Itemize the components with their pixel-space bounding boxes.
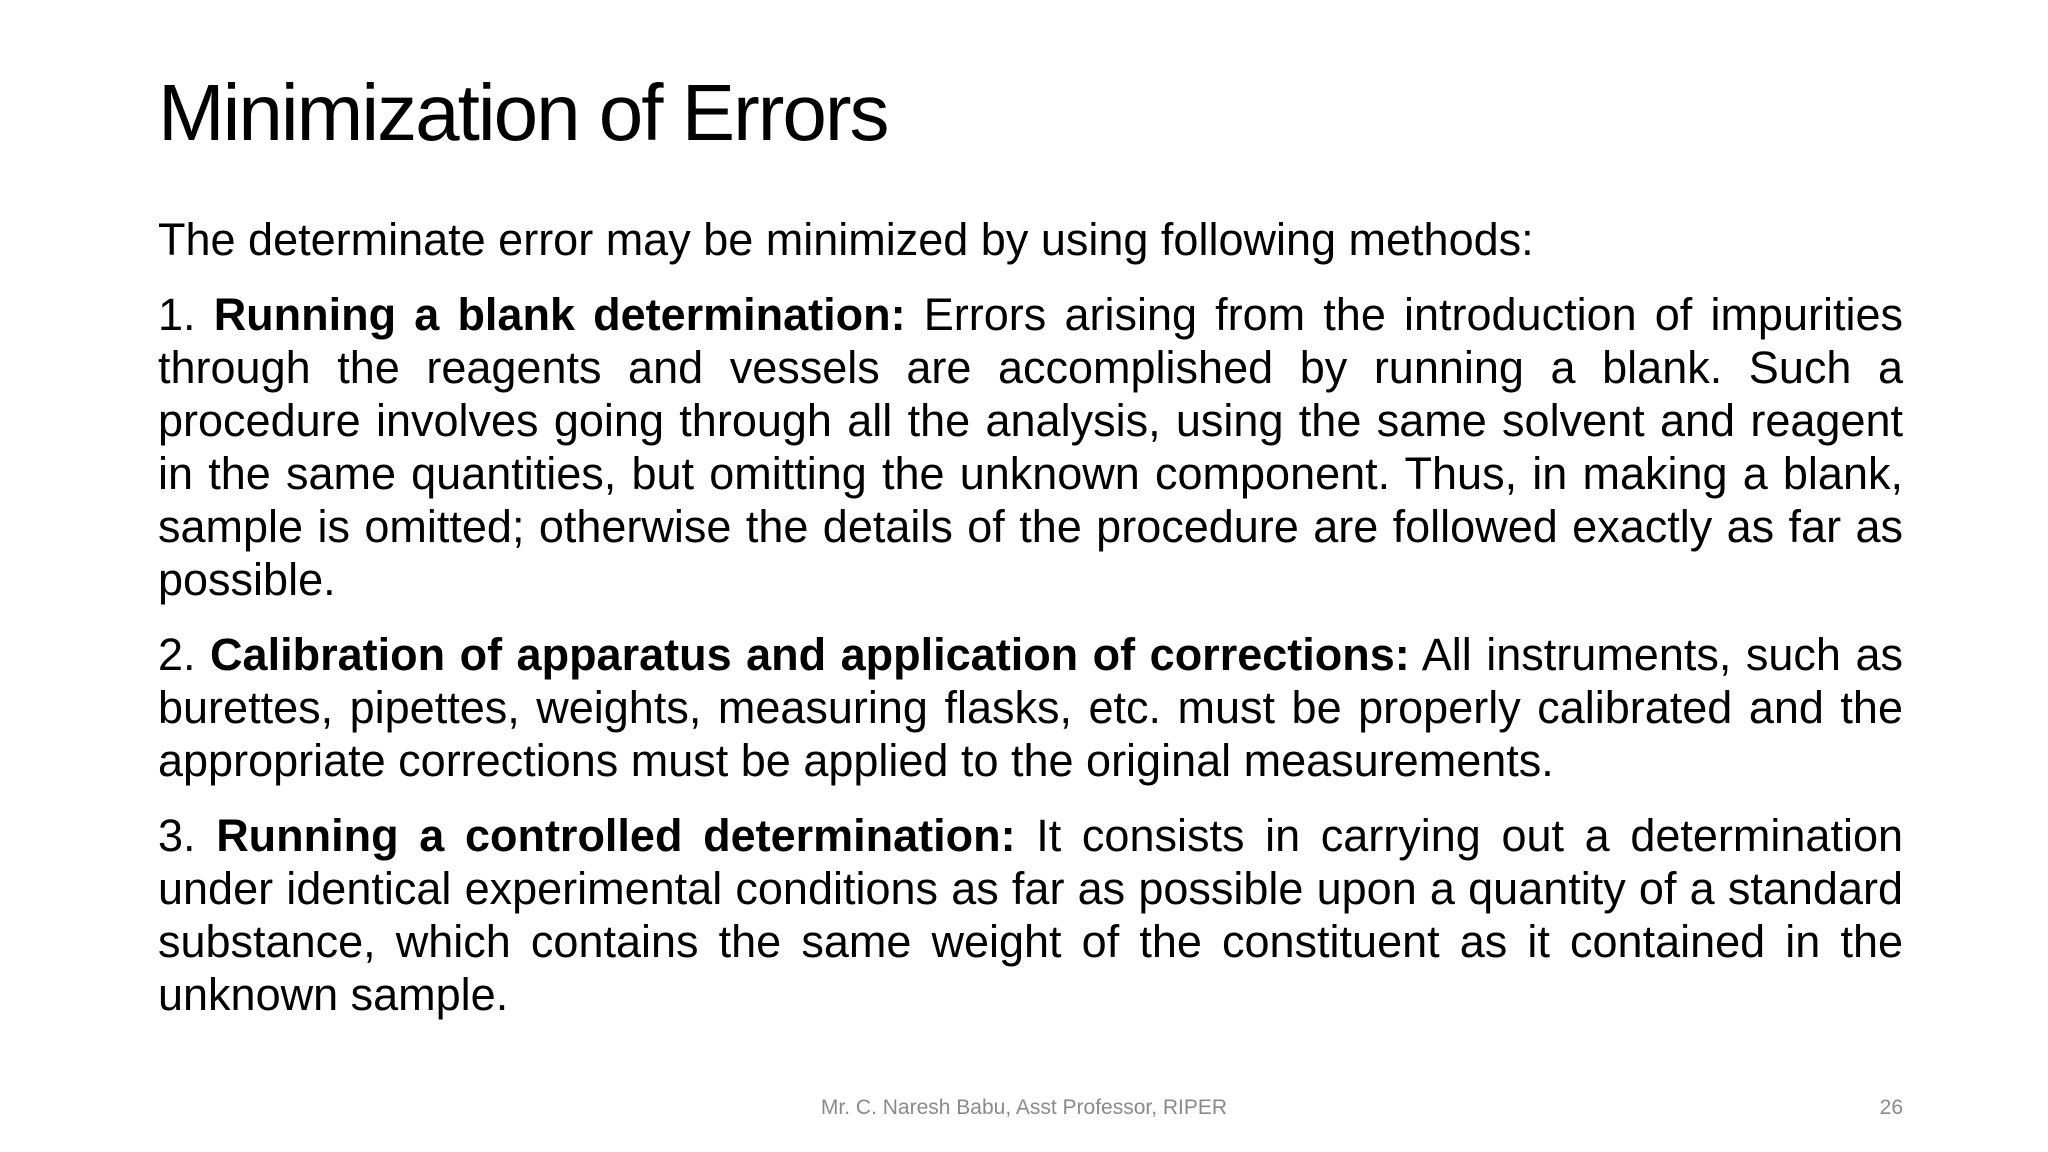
method-item-1 <box>158 288 1903 606</box>
method-text: It consists in carrying out a determination under identical experimental conditions as far as possible upon a quantity of a standard substance, which contains the same weight of the constituent as it contained in the unknown sample. <box>158 810 1903 1020</box>
method-heading: Calibration of apparatus and application of corrections: <box>210 629 1410 680</box>
method-item-3 <box>158 809 1903 1021</box>
intro-text: The determinate error may be minimized by using following methods: <box>158 214 1534 265</box>
method-text: All instruments, such as burettes, pipettes, weights, measuring flasks, etc. must be properly calibrated and the appropriate corrections must be applied to the original measurements. <box>158 629 1903 786</box>
method-item-2 <box>158 628 1903 787</box>
method-heading: Running a blank determination: <box>213 289 906 340</box>
method-number: 2. <box>158 629 196 680</box>
page-number: 26 <box>1879 1096 1903 1119</box>
method-heading: Running a controlled determination: <box>216 810 1016 861</box>
method-number: 3. <box>158 810 196 861</box>
method-number: 1. <box>158 289 196 340</box>
slide-body <box>158 213 1903 1021</box>
method-text: Errors arising from the introduction of impurities through the reagents and vessels are accomplished by running a blank. Such a procedure involves going through all the analysis, using the same solvent and reagent in the same quantities, but omitting the unknown component. Thus, in making a blank, sample is omitted; otherwise the details of the procedure are followed exactly as far as possible. <box>158 289 1903 605</box>
slide-footer: Mr. C. Naresh Babu, Asst Professor, RIPER <box>820 1096 1228 1119</box>
slide-title: Minimization of Errors <box>158 68 888 157</box>
